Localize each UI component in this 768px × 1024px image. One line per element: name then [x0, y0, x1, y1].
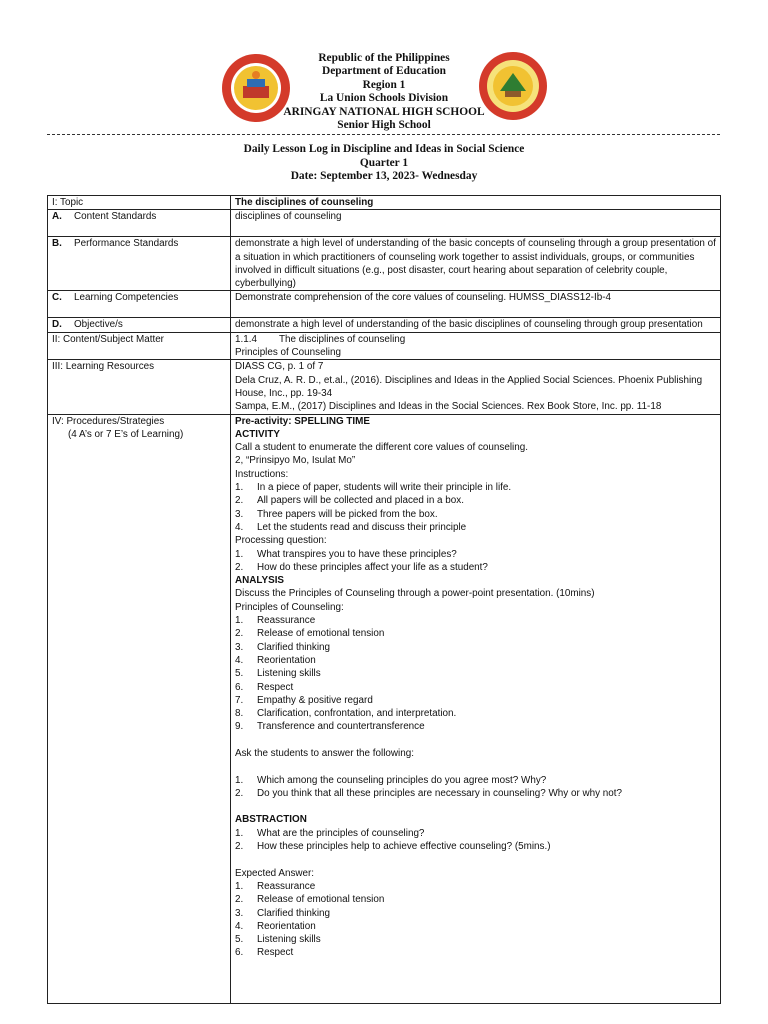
topic-value: The disciplines of counseling: [231, 196, 721, 210]
processing-list: [235, 548, 716, 575]
list-text: All papers will be collected and placed in a box.: [257, 495, 464, 507]
resource-line: Dela Cruz, A. R. D., et.al., (2016). Disciplines and Ideas in the Applied Social Sciences. Phoenix Publishing House, Inc., pp. 19-34: [235, 374, 703, 399]
list-number: 4.: [235, 521, 244, 533]
table-row: [48, 210, 721, 237]
row-label: [48, 291, 231, 318]
list-number: 5.: [235, 668, 244, 680]
list-text: Release of emotional tension: [257, 894, 385, 906]
table-row: [48, 291, 721, 318]
list-number: 4.: [235, 654, 244, 666]
list-item: [235, 787, 716, 800]
list-text: Clarified thinking: [257, 641, 331, 653]
list-item: [235, 667, 716, 680]
list-number: 2.: [235, 495, 244, 507]
list-text: Respect: [257, 681, 294, 693]
list-item: [235, 481, 716, 494]
list-item: [235, 907, 716, 920]
header-line: ARINGAY NATIONAL HIGH SCHOOL: [283, 105, 485, 118]
list-number: 1.: [235, 482, 244, 494]
processing-heading: Processing question:: [235, 535, 327, 547]
list-item: [235, 933, 716, 946]
row-label-text: IV: Procedures/Strategies: [52, 415, 165, 427]
list-number: 2.: [235, 787, 244, 799]
list-item: [235, 694, 716, 707]
list-item: [235, 508, 716, 521]
resources-value: [231, 360, 721, 414]
list-number: 6.: [235, 947, 244, 959]
list-text: Which among the counseling principles do you agree most? Why?: [257, 774, 547, 786]
list-number: 1.: [235, 615, 244, 627]
row-label: [48, 210, 231, 237]
list-item: [235, 893, 716, 906]
list-number: 1.: [235, 880, 244, 892]
row-label: [48, 318, 231, 332]
learning-competencies-value: Demonstrate comprehension of the core values of counseling. HUMSS_DIASS12-Ib-4: [231, 291, 721, 318]
header-line: Department of Education: [321, 65, 447, 78]
principles-heading: Principles of Counseling:: [235, 601, 344, 613]
header-line: La Union Schools Division: [319, 92, 449, 105]
list-item: [235, 880, 716, 893]
list-item: [235, 920, 716, 933]
header-line: Senior High School: [337, 119, 431, 132]
analysis-text: Discuss the Principles of Counseling through a power-point presentation. (10mins): [235, 588, 595, 600]
list-text: How these principles help to achieve effective counseling? (5mins.): [257, 841, 551, 853]
document-header: [0, 0, 768, 135]
header-line: Region 1: [362, 78, 406, 91]
list-text: Empathy & positive regard: [257, 694, 373, 706]
row-letter: A.: [52, 211, 62, 223]
ask-text: Ask the students to answer the following:: [235, 747, 414, 759]
list-item: [235, 720, 716, 733]
title-quarter: Quarter 1: [359, 156, 409, 169]
list-item: [235, 840, 716, 853]
list-number: 3.: [235, 508, 244, 520]
list-text: Transference and countertransference: [257, 721, 425, 733]
list-text: Clarification, confrontation, and interpretation.: [257, 708, 457, 720]
resource-line: DIASS CG, p. 1 of 7: [235, 361, 324, 373]
list-number: 3.: [235, 907, 244, 919]
list-item: [235, 946, 716, 959]
list-number: 1.: [235, 548, 244, 560]
pre-activity-heading: Pre-activity: SPELLING TIME: [235, 415, 370, 427]
list-number: 2.: [235, 628, 244, 640]
activity-text: Call a student to enumerate the different core values of counseling.: [235, 442, 528, 454]
document-title: [0, 143, 768, 184]
list-text: How do these principles affect your life as a student?: [257, 561, 488, 573]
list-number: 8.: [235, 708, 244, 720]
content-line: The disciplines of counseling: [279, 333, 406, 345]
list-text: Listening skills: [257, 668, 321, 680]
spacer: [235, 853, 716, 866]
list-item: [235, 827, 716, 840]
list-number: 2.: [235, 841, 244, 853]
list-text: Let the students read and discuss their principle: [257, 521, 467, 533]
list-number: 9.: [235, 721, 244, 733]
abstraction-heading: ABSTRACTION: [235, 814, 307, 826]
list-number: 3.: [235, 641, 244, 653]
content-standards-value: disciplines of counseling: [231, 210, 721, 237]
row-label: [48, 237, 231, 291]
list-number: 4.: [235, 920, 244, 932]
objectives-value: demonstrate a high level of understanding of the basic disciplines of counseling through group presentation: [231, 318, 721, 332]
table-row: [48, 318, 721, 332]
row-label-text: Objective/s: [74, 319, 123, 331]
list-text: Listening skills: [257, 934, 321, 946]
list-item: [235, 627, 716, 640]
list-text: Do you think that all these principles are necessary in counseling? Why or why not?: [257, 787, 623, 799]
list-item: [235, 681, 716, 694]
resource-line: Sampa, E.M., (2017) Disciplines and Ideas in the Social Sciences. Rex Book Store, Inc. pp. 11-18: [235, 401, 662, 413]
list-number: 6.: [235, 681, 244, 693]
list-item: [235, 774, 716, 787]
header-line: Republic of the Philippines: [318, 52, 450, 64]
performance-standards-value: demonstrate a high level of understanding of the basic concepts of counseling through a group presentation of a situation in which practitioners of counseling work together to assist individuals, groups, or communities involved in difficult situations (e.g., post disaster, court hearing about separation of celebrity couple, cyberbullying): [231, 237, 721, 291]
row-label: [48, 414, 231, 1003]
content-line: Principles of Counseling: [235, 347, 341, 359]
title-date: Date: September 13, 2023- Wednesday: [290, 170, 478, 182]
ask-list: [235, 774, 716, 801]
dashed-divider: [47, 134, 720, 135]
list-text: Reorientation: [257, 920, 316, 932]
list-number: 2.: [235, 561, 244, 573]
expected-heading: Expected Answer:: [235, 867, 315, 879]
list-text: What transpires you to have these principles?: [257, 548, 457, 560]
list-text: Reassurance: [257, 615, 316, 627]
list-item: [235, 561, 716, 574]
analysis-heading: ANALYSIS: [235, 575, 285, 587]
row-label: I: Topic: [48, 196, 231, 210]
list-number: 1.: [235, 827, 244, 839]
row-letter: C.: [52, 292, 62, 304]
spacer: [235, 760, 716, 773]
list-text: In a piece of paper, students will write their principle in life.: [257, 482, 512, 494]
row-label-text: Content Standards: [74, 211, 157, 223]
list-item: [235, 707, 716, 720]
content-number: 1.1.4: [235, 333, 257, 345]
list-number: 5.: [235, 934, 244, 946]
list-item: [235, 614, 716, 627]
list-item: [235, 641, 716, 654]
list-number: 7.: [235, 694, 244, 706]
activity-2-text: 2, “Prinsipyo Mo, Isulat Mo”: [235, 455, 356, 467]
list-item: [235, 521, 716, 534]
list-text: What are the principles of counseling?: [257, 827, 425, 839]
principles-list: [235, 614, 716, 734]
activity-heading: ACTIVITY: [235, 428, 280, 440]
list-item: [235, 654, 716, 667]
list-number: 2.: [235, 894, 244, 906]
row-letter: B.: [52, 238, 62, 250]
row-sublabel: (4 A’s or 7 E’s of Learning): [68, 428, 184, 440]
row-letter: D.: [52, 319, 62, 331]
list-text: Clarified thinking: [257, 907, 331, 919]
row-label: III: Learning Resources: [48, 360, 231, 414]
list-item: [235, 548, 716, 561]
row-label-text: Performance Standards: [74, 238, 179, 250]
list-text: Three papers will be picked from the box.: [257, 508, 438, 520]
table-row: [48, 414, 721, 1003]
list-text: Respect: [257, 947, 294, 959]
row-label: II: Content/Subject Matter: [48, 332, 231, 360]
content-value: [231, 332, 721, 360]
list-text: Release of emotional tension: [257, 628, 385, 640]
row-label-text: Learning Competencies: [74, 292, 179, 304]
abstraction-list: [235, 827, 716, 854]
table-row: [48, 332, 721, 360]
list-text: Reorientation: [257, 654, 316, 666]
spacer: [235, 734, 716, 747]
table-row: [48, 196, 721, 210]
instructions-list: [235, 481, 716, 534]
spacer: [235, 800, 716, 813]
expected-list: [235, 880, 716, 960]
procedures-value: [231, 414, 721, 1003]
title-line: Daily Lesson Log in Discipline and Ideas in Social Science: [243, 143, 525, 155]
table-row: [48, 237, 721, 291]
list-number: 1.: [235, 774, 244, 786]
table-row: [48, 360, 721, 414]
instructions-heading: Instructions:: [235, 468, 289, 480]
list-item: [235, 494, 716, 507]
list-text: Reassurance: [257, 880, 316, 892]
lesson-log-table: [47, 195, 721, 1004]
agency-header-lines: [240, 52, 528, 132]
